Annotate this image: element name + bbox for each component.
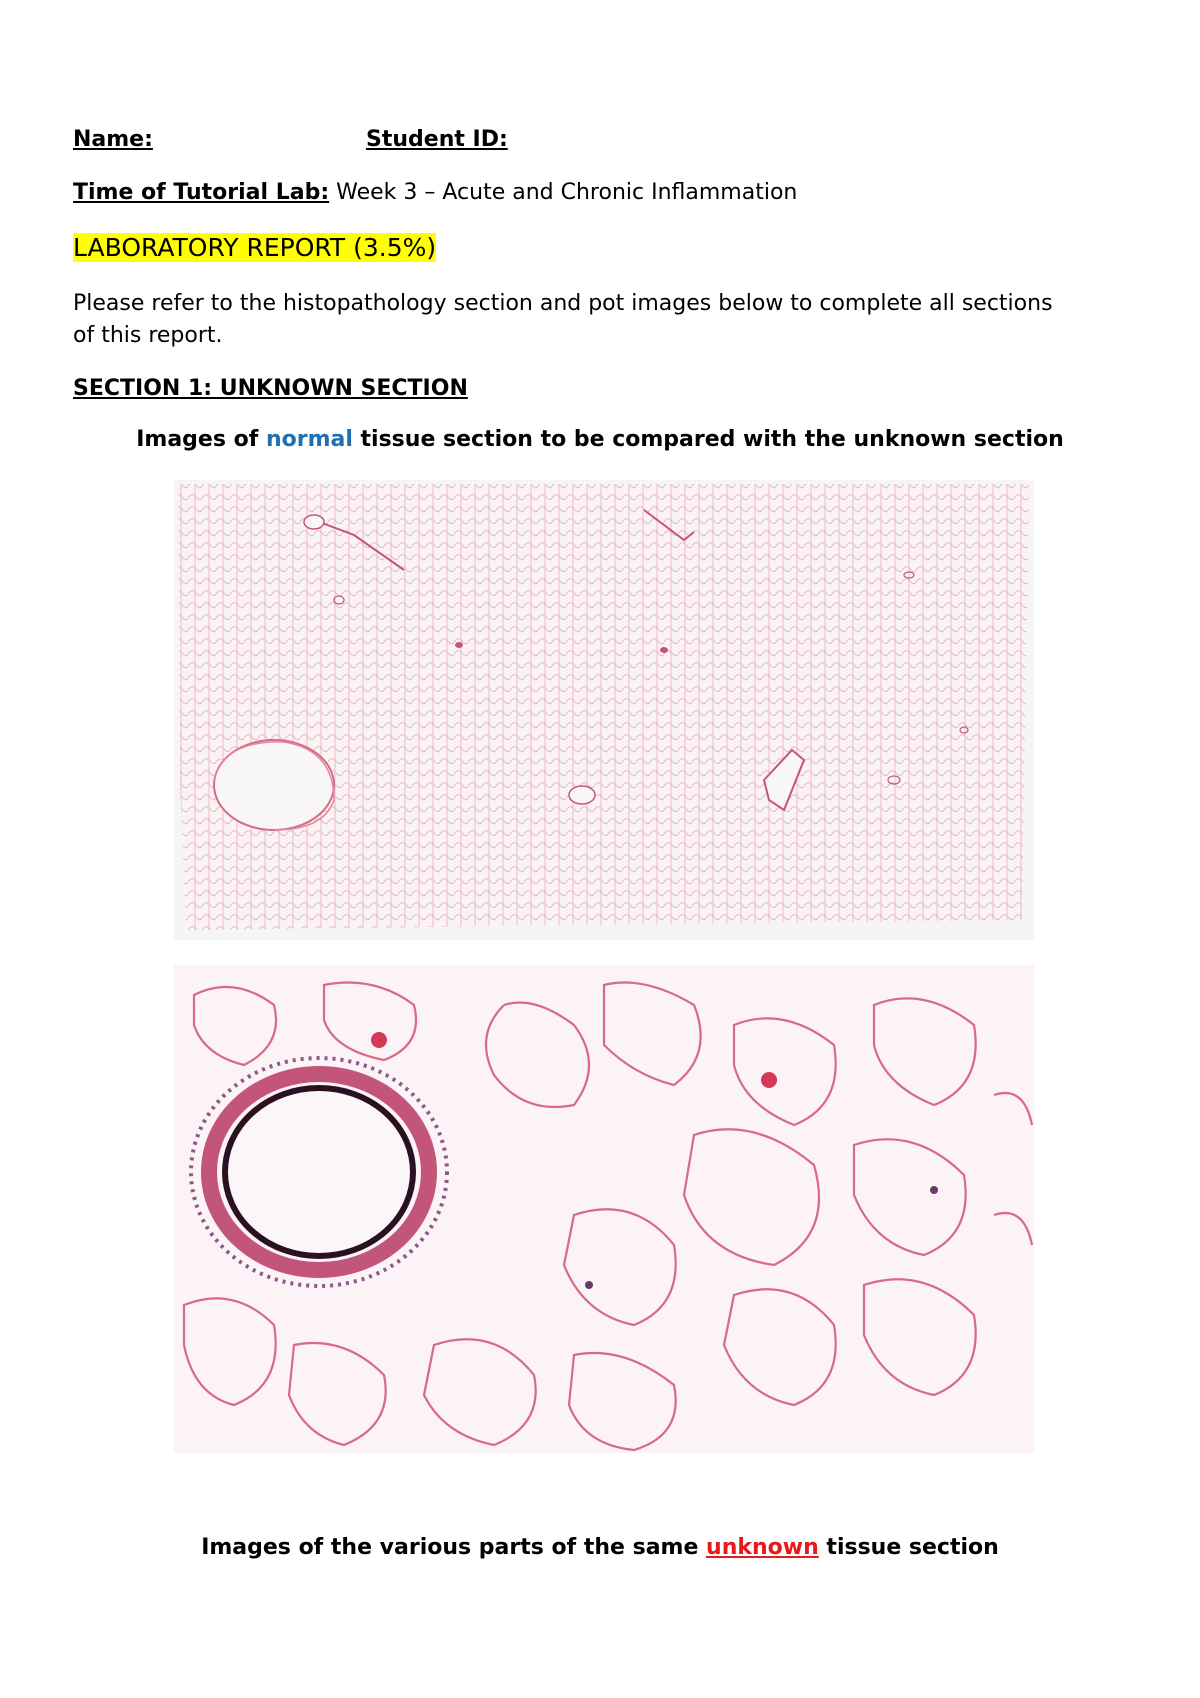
section1-heading-line xyxy=(73,374,468,404)
normal-lung-high-mag-image xyxy=(174,965,1034,1453)
unknown-caption-after: tissue section xyxy=(818,1535,999,1560)
student-id-label: Student ID: xyxy=(366,127,508,152)
name-studentid-line xyxy=(73,125,508,155)
unknown-caption xyxy=(0,1535,1200,1560)
normal-caption-before: Images of xyxy=(136,427,266,452)
normal-lung-low-mag-image xyxy=(174,480,1034,940)
normal-caption-highlight: normal xyxy=(265,427,353,452)
instructions-text: Please refer to the histopathology section and pot images below to complete all sections of this report. xyxy=(73,291,1053,348)
normal-caption xyxy=(0,427,1200,452)
report-title: LABORATORY REPORT (3.5%) xyxy=(73,233,437,262)
unknown-caption-before: Images of the various parts of the same xyxy=(201,1535,707,1560)
unknown-caption-highlight: unknown xyxy=(706,1535,819,1560)
report-title-line xyxy=(73,233,436,265)
tutorial-line xyxy=(73,178,797,208)
lung-tissue-high-magnification-icon xyxy=(174,965,1034,1453)
tutorial-label: Time of Tutorial Lab: xyxy=(73,180,330,205)
tutorial-value: Week 3 – Acute and Chronic Inflammation xyxy=(336,180,798,205)
lung-tissue-low-magnification-icon xyxy=(174,480,1034,940)
normal-caption-after: tissue section to be compared with the unknown section xyxy=(352,427,1064,452)
name-label: Name: xyxy=(73,127,153,152)
section1-heading: SECTION 1: UNKNOWN SECTION xyxy=(73,376,468,401)
